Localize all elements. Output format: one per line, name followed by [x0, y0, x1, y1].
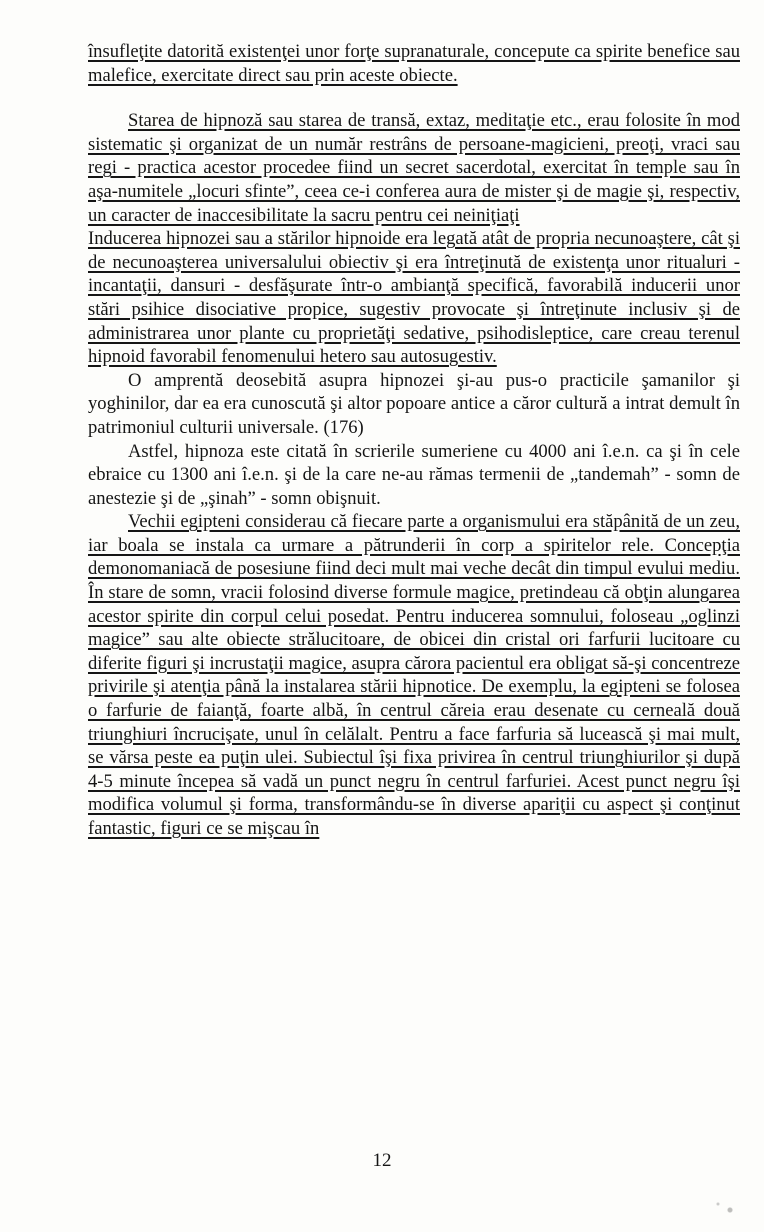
paragraph-hypnosis-trance: Starea de hipnoză sau starea de transă, extaz, meditaţie etc., erau folosite în mod sistematic şi organizat de un număr restrâns de persoane-magicieni, preoţi, vraci sau regi - practica acestor procedee fiind un secret sacerdotal, exercitat în temple sau în aşa-numitele „locuri sfinte”, ceea ce-i conferea aura de mister şi de magie şi, respectiv, un caracter de inaccesibilitate la sacru pentru cei neiniţiaţi	[88, 110, 740, 226]
paragraph-inducing-hypnosis: Inducerea hipnozei sau a stărilor hipnoide era legată atât de propria necunoaştere, cât şi de necunoaşterea universalului obiectiv şi era întreţinută de existenţa unor ritualuri - incantaţii, dansuri - desfăşurate într-o ambianţă specifică, favorabilă inducerii unor stări psihice disociative propice, sugestiv provocate şi întreţinute inclusiv şi de administrarea unor plante cu proprietăţi sedative, psihodisleptice, care creau terenul hipnoid favorabil fenomenului hetero sau autosugestiv.	[88, 228, 740, 368]
scan-artifact	[706, 1192, 746, 1222]
paragraph-shamans-yogis: O amprentă deosebită asupra hipnozei şi-au pus-o practicile şamanilor şi yoghinilor, dar ea era cunoscută şi altor popoare antice a căror cultură a intrat demult în patrimoniul culturii universale. (176)	[88, 369, 740, 438]
page-body	[88, 40, 740, 841]
paragraph-ancient-egyptians: Vechii egipteni considerau că fiecare parte a organismului era stăpânită de un zeu, iar boala se instala ca urmare a pătrunderii în corp a spiritelor rele. Concepţia demonomaniacă de posesiune fiind deci mult mai veche decât din timpul evului mediu. În stare de somn, vracii folosind diverse formule magice, pretindeau că obţin alungarea acestor spirite din corpul celui posedat. Pentru inducerea somnului, foloseau „oglinzi magice” sau alte obiecte strălucitoare, de obicei din cristal ori farfurii lucitoare cu diferite figuri şi incrustaţii magice, asupra cărora pacientul era obligat să-şi concentreze privirile şi atenţia până la instalarea stării hipnotice. De exemplu, la egipteni se folosea o farfurie de faianţă, foarte albă, în centrul căreia erau desenate cu cerneală două triunghiuri încrucişate, unul în celălalt. Pentru a face farfuria să lucească şi mai mult, se vărsa peste ea puţin ulei. Subiectul îşi fixa privirea în centrul triunghiurilor şi după 4-5 minute începea să vadă un punct negru în centrul farfuriei. Acest punct negru îşi modifica volumul şi forma, transformându-se în diverse apariţii cu aspect şi conţinut fantastic, figuri ce se mişcau în	[88, 511, 740, 839]
paragraph-sumerian-writings: Astfel, hipnoza este citată în scrierile sumeriene cu 4000 ani î.e.n. ca şi în cele ebraice cu 1300 ani î.e.n. şi de la care ne-au rămas termenii de „tandemah” - somn de anestezie şi de „şinah” - somn obişnuit.	[88, 440, 740, 509]
page-number: 12	[372, 1150, 392, 1171]
paragraph-continued: însufleţite datorită existenţei unor forţe supranaturale, concepute ca spirite benefice sau malefice, exercitate direct sau prin aceste obiecte.	[88, 41, 740, 86]
